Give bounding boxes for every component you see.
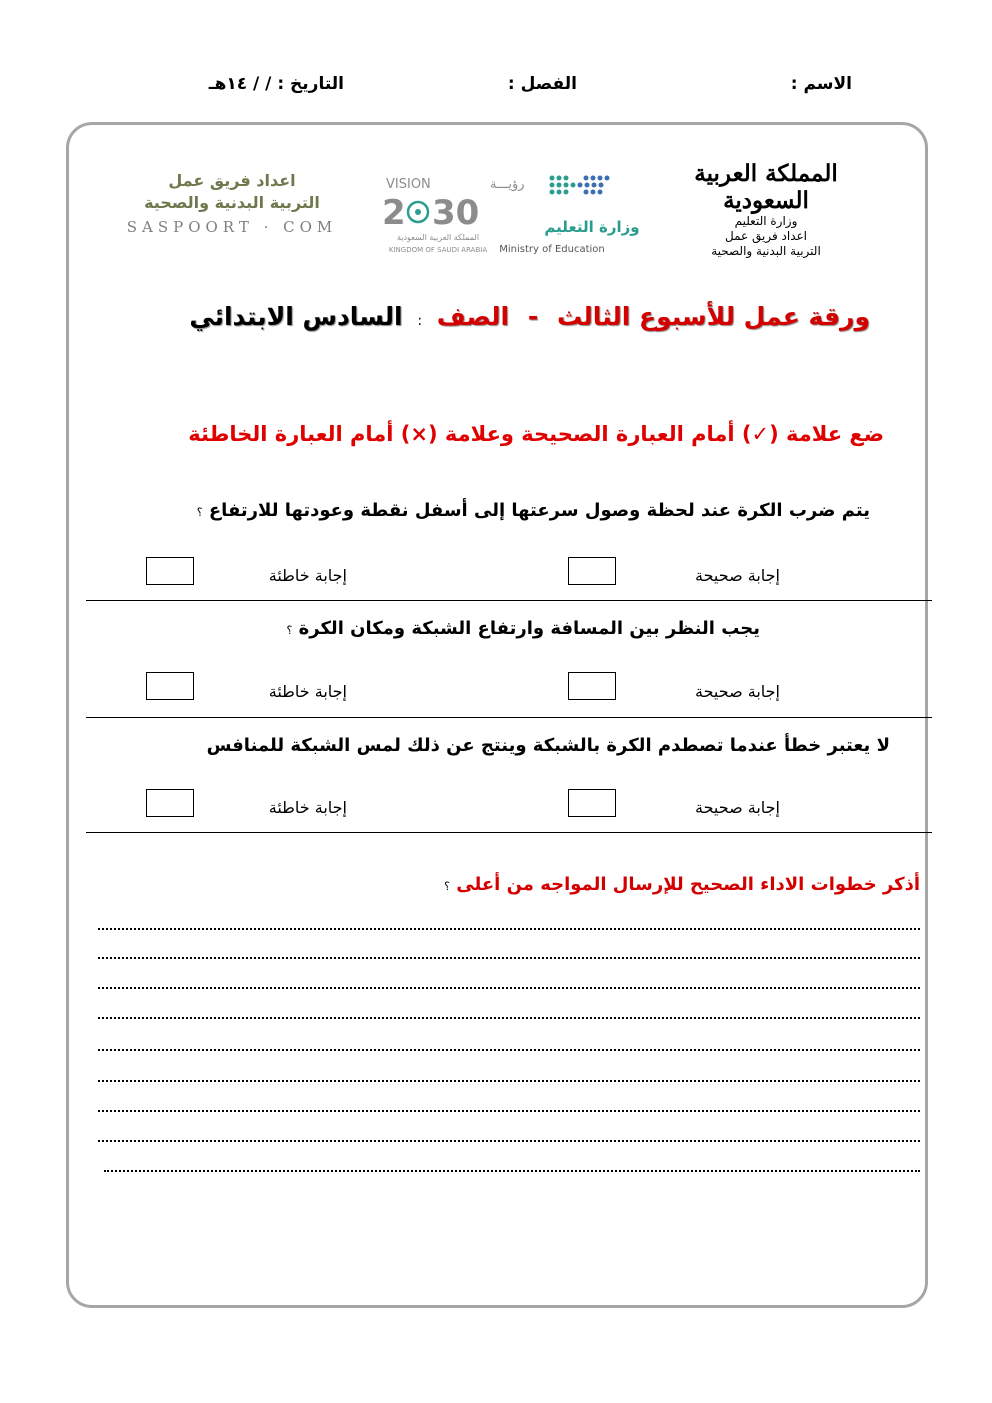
question-2 bbox=[0, 618, 760, 639]
question-1 bbox=[110, 500, 870, 521]
open-question bbox=[100, 874, 920, 895]
kingdom-ministry: وزارة التعليم bbox=[734, 214, 798, 228]
saspoort-logo bbox=[112, 170, 352, 236]
answer-line-1[interactable] bbox=[98, 928, 920, 930]
answer-line-6[interactable] bbox=[98, 1080, 920, 1082]
question-1-true-label: إجابة صحيحة bbox=[695, 566, 780, 585]
answer-line-2[interactable] bbox=[98, 957, 920, 959]
question-1-mark: ؟ bbox=[196, 506, 203, 519]
worksheet-title bbox=[130, 302, 870, 331]
question-1-true-box[interactable] bbox=[568, 557, 616, 585]
name-label: الاسم : bbox=[790, 74, 852, 94]
question-2-true-box[interactable] bbox=[568, 672, 616, 700]
kingdom-logo bbox=[676, 160, 856, 259]
open-question-mark: ؟ bbox=[444, 880, 451, 893]
vision-english-sub: KINGDOM OF SAUDI ARABIA bbox=[388, 246, 488, 254]
title-part1: ورقة عمل للأسبوع الثالث bbox=[556, 302, 870, 331]
class-label: الفصل : bbox=[507, 74, 577, 94]
date-label: التاريخ : / / ١٤هـ bbox=[208, 74, 344, 94]
answer-line-9[interactable] bbox=[104, 1170, 920, 1172]
question-3-true-label: إجابة صحيحة bbox=[695, 798, 780, 817]
vision-arabic-title: رؤيـــة bbox=[490, 177, 525, 192]
answer-line-3[interactable] bbox=[98, 987, 920, 989]
vision-year-a: 2 bbox=[382, 193, 406, 233]
moe-arabic: وزارة التعليم bbox=[544, 218, 640, 236]
vision-2030-logo bbox=[378, 168, 525, 260]
title-colon: : bbox=[417, 313, 423, 329]
question-3 bbox=[130, 735, 890, 756]
question-2-false-label: إجابة خاطئة bbox=[268, 682, 347, 701]
question-3-false-box[interactable] bbox=[146, 789, 194, 817]
question-3-true-box[interactable] bbox=[568, 789, 616, 817]
moe-dots-icon bbox=[550, 176, 610, 195]
question-1-false-box[interactable] bbox=[146, 557, 194, 585]
answer-line-8[interactable] bbox=[98, 1140, 920, 1142]
divider-1 bbox=[86, 600, 932, 601]
saspoort-line1: اعداد فريق عمل bbox=[168, 171, 296, 190]
title-part3: السادس الابتدائي bbox=[189, 302, 403, 331]
title-part2: الصف bbox=[436, 302, 510, 331]
kingdom-team: اعداد فريق عمل bbox=[725, 229, 807, 243]
kingdom-calligraphy: المملكة العربية السعودية bbox=[694, 160, 838, 214]
saspoort-line2: التربية البدنية والصحية bbox=[144, 193, 320, 212]
answer-line-4[interactable] bbox=[98, 1017, 920, 1019]
title-dash: - bbox=[527, 302, 539, 331]
vision-arabic-sub: المملكة العربية السعودية bbox=[396, 233, 480, 242]
vision-emblem-icon bbox=[408, 202, 428, 222]
question-3-false-label: إجابة خاطئة bbox=[268, 798, 347, 817]
question-2-mark: ؟ bbox=[286, 624, 293, 637]
page-frame bbox=[66, 122, 928, 1308]
question-2-text: يجب النظر بين المسافة وارتفاع الشبكة ومكان الكرة bbox=[298, 618, 760, 639]
divider-3 bbox=[86, 832, 932, 833]
question-2-true-label: إجابة صحيحة bbox=[695, 682, 780, 701]
kingdom-dept: التربية البدنية والصحية bbox=[711, 244, 821, 258]
moe-english: Ministry of Education bbox=[499, 244, 605, 255]
divider-2 bbox=[86, 717, 932, 718]
vision-year-b: 30 bbox=[432, 193, 480, 233]
instructions: ضع علامة (✓) أمام العبارة الصحيحة وعلامة (×) أمام العبارة الخاطئة bbox=[188, 422, 884, 446]
saspoort-line3: SASPOORT · COM bbox=[126, 218, 338, 236]
open-question-text: أذكر خطوات الاداء الصحيح للإرسال المواجه من أعلى bbox=[456, 874, 920, 895]
question-1-text: يتم ضرب الكرة عند لحظة وصول سرعتها إلى أسفل نقطة وعودتها للارتفاع bbox=[208, 500, 870, 521]
question-3-text: لا يعتبر خطأ عندما تصطدم الكرة بالشبكة وينتج عن ذلك لمس الشبكة للمنافس bbox=[206, 735, 890, 756]
question-1-false-label: إجابة خاطئة bbox=[268, 566, 347, 585]
vision-english-title: VISION bbox=[386, 177, 431, 192]
answer-line-7[interactable] bbox=[98, 1110, 920, 1112]
answer-line-5[interactable] bbox=[98, 1049, 920, 1051]
question-2-false-box[interactable] bbox=[146, 672, 194, 700]
